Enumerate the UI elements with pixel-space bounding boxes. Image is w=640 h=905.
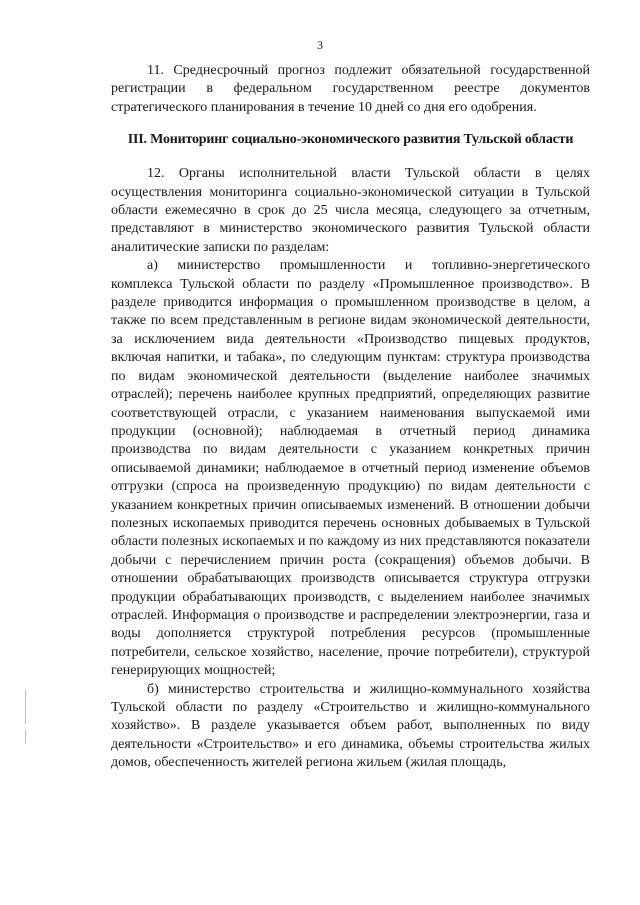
section-heading: III. Мониторинг социально-экономического развития Тульской области	[127, 132, 574, 148]
document-body	[111, 62, 590, 773]
scan-margin-mark	[25, 730, 26, 744]
page-number: 3	[317, 38, 323, 52]
scan-margin-mark	[25, 690, 26, 724]
paragraph-11: 11. Среднесрочный прогноз подлежит обязательной государственной регистрации в федеральном государственном реестре документов стратегического планирования в течение 10 дней со дня его одобрения.	[111, 63, 590, 115]
paragraph-12b: б) министерство строительства и жилищно-коммунального хозяйства Тульской области по разделу «Строительство и жилищно-коммунального хозяйство». В разделе указывается объем работ, выполненных по виду деятельности «Строительство» и его динамика, объемы строительства жилых домов, обеспеченность жителей региона жильем (жилая площадь,	[111, 681, 590, 771]
paragraph-12: 12. Органы исполнительной власти Тульской области в целях осуществления мониторинга социально-экономической ситуации в Тульской области ежемесячно в срок до 25 числа месяца, следующего за отчетным, представляют в министерство экономического развития Тульской области аналитические записки по разделам:	[111, 166, 590, 255]
paragraph-12a: а) министерство промышленности и топливно-энергетического комплекса Тульской области по разделу «Промышленное производство». В разделе приводится информация о промышленном производстве в целом, а также по всем представленным в регионе видам экономической деятельности, за исключением вида деятельности «Производство пищевых продуктов, включая напитки, и табака», по следующим пунктам: структура производства по видам экономической деятельности (выделение наиболее значимых отраслей); перечень наиболее крупных предприятий, определяющих развитие соответствующей отрасли, с указанием наименования выпускаемой ими продукции (основной); наблюдаемая в отчетный период динамика производства по видам деятельности с указанием конкретных причин описываемой динамики; наблюдаемое в отчетный период изменение объемов отгрузки (спроса на произведенную продукцию) по видам деятельности с указанием конкретных причин описываемых изменений. В отношении добычи полезных ископаемых приводится перечень основных добываемых в Тульской области полезных ископаемых и по каждому из них представляются показатели добычи с перечислением причин роста (сокращения) объемов добычи. В отношении обрабатывающих производств описывается структура отгрузки продукции обрабатывающих производств, с выделением наиболее значимых отраслей. Информация о производстве и распределении электроэнергии, газа и воды дополняется структурой потребления ресурсов (промышленные потребители, сельское хозяйство, население, прочие потребители), структурой генерирующих мощностей;	[111, 258, 590, 679]
